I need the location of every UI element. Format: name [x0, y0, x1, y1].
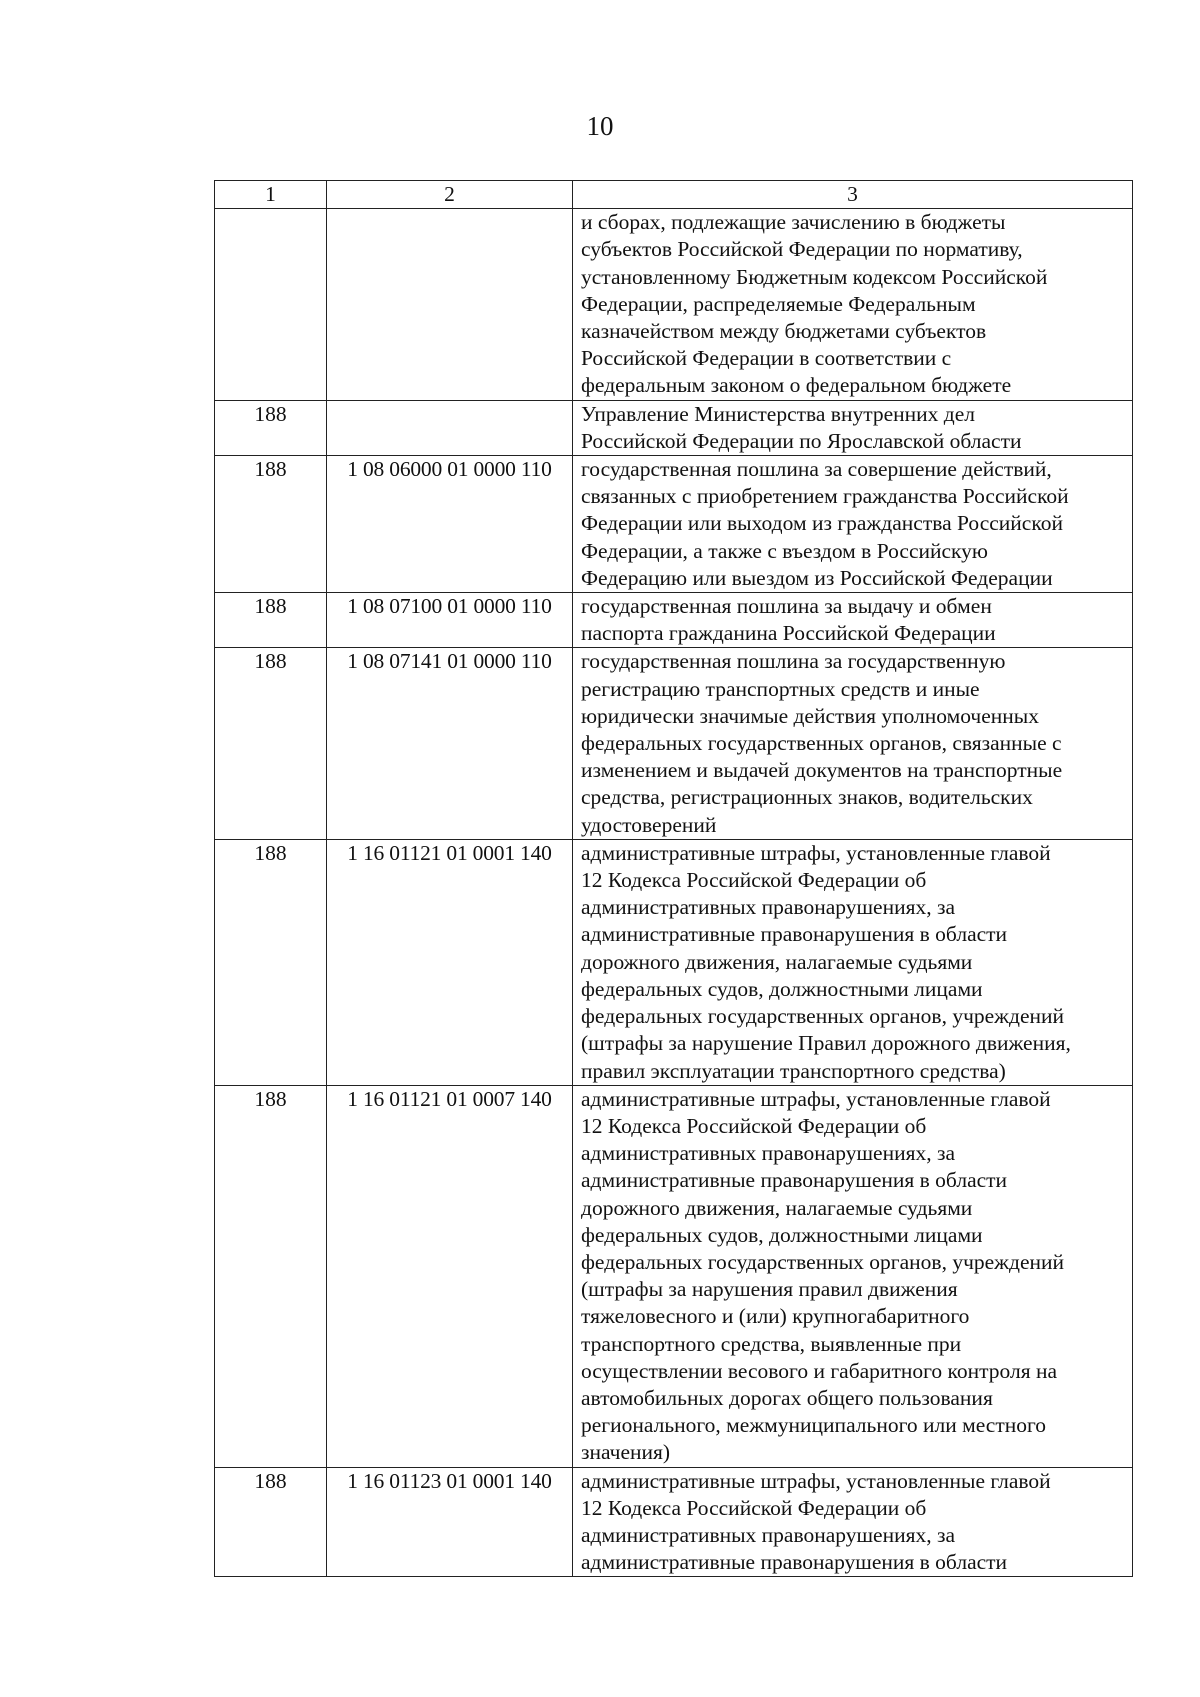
description-line: установленному Бюджетным кодексом Российской [581, 264, 1048, 289]
table-row [215, 456, 1133, 593]
description-line: 12 Кодекса Российской Федерации об [581, 868, 927, 893]
description-line: федеральных государственных органов, связанные с [581, 731, 1062, 756]
admin-code-cell: 188 [215, 1085, 327, 1467]
description-line: Российской Федерации в соответствии с [581, 346, 952, 371]
description-line: юридически значимые действия уполномоченных [581, 703, 1039, 728]
table-row [215, 1467, 1133, 1577]
description-line: административных правонарушениях, за [581, 1522, 956, 1547]
description-line: дорожного движения, налагаемые судьями [581, 949, 973, 974]
description-line: правил эксплуатации транспортного средства) [581, 1058, 1006, 1083]
description-line: административные правонарушения в области [581, 922, 1008, 947]
description-line: осуществлении весового и габаритного контроля на [581, 1358, 1058, 1383]
description-line: средства, регистрационных знаков, водительских [581, 785, 1033, 810]
revenue-code-cell: 1 16 01123 01 0001 140 [327, 1467, 573, 1577]
description-line: 12 Кодекса Российской Федерации об [581, 1113, 927, 1138]
description-line: (штрафы за нарушение Правил дорожного движения, [581, 1031, 1071, 1056]
description-line: административные правонарушения в области [581, 1550, 1008, 1575]
description-line: регистрацию транспортных средств и иные [581, 676, 980, 701]
description-line: федеральных государственных органов, учреждений [581, 1249, 1065, 1274]
description-line: административные штрафы, установленные главой [581, 840, 1051, 865]
description-line: государственная пошлина за выдачу и обмен [581, 594, 992, 619]
column-header-2: 2 [327, 181, 573, 209]
description-line: значения) [581, 1440, 671, 1465]
table-row [215, 1085, 1133, 1467]
description-line: дорожного движения, налагаемые судьями [581, 1195, 973, 1220]
description-line: Управление Министерства внутренних дел [581, 401, 976, 426]
description-cell [573, 593, 1133, 648]
table-header-row [215, 181, 1133, 209]
admin-code-cell: 188 [215, 839, 327, 1085]
table-row [215, 400, 1133, 455]
revenue-codes-table [214, 180, 1133, 1577]
table-row [215, 593, 1133, 648]
column-header-3: 3 [573, 181, 1133, 209]
table-row [215, 839, 1133, 1085]
admin-code-cell: 188 [215, 456, 327, 593]
description-line: Российской Федерации по Ярославской области [581, 428, 1022, 453]
admin-code-cell: 188 [215, 400, 327, 455]
description-line: изменением и выдачей документов на транспортные [581, 758, 1063, 783]
revenue-code-cell: 1 16 01121 01 0001 140 [327, 839, 573, 1085]
description-line: и сборах, подлежащие зачислению в бюджеты [581, 210, 1006, 235]
table-body [215, 209, 1133, 1577]
revenue-code-cell: 1 16 01121 01 0007 140 [327, 1085, 573, 1467]
description-line: федеральным законом о федеральном бюджете [581, 373, 1012, 398]
table-row [215, 648, 1133, 839]
admin-code-cell: 188 [215, 1467, 327, 1577]
description-line: административные штрафы, установленные главой [581, 1086, 1051, 1111]
description-line: федеральных судов, должностными лицами [581, 1222, 983, 1247]
description-line: (штрафы за нарушения правил движения [581, 1277, 958, 1302]
description-line: федеральных судов, должностными лицами [581, 976, 983, 1001]
description-line: паспорта гражданина Российской Федерации [581, 621, 996, 646]
description-line: административные штрафы, установленные главой [581, 1468, 1051, 1493]
description-cell [573, 1085, 1133, 1467]
description-cell [573, 400, 1133, 455]
description-line: автомобильных дорогах общего пользования [581, 1385, 993, 1410]
revenue-code-cell: 1 08 07100 01 0000 110 [327, 593, 573, 648]
admin-code-cell: 188 [215, 593, 327, 648]
description-line: регионального, межмуниципального или местного [581, 1413, 1047, 1438]
description-line: государственная пошлина за совершение действий, [581, 457, 1052, 482]
description-line: административных правонарушениях, за [581, 1141, 956, 1166]
description-line: федеральных государственных органов, учреждений [581, 1004, 1065, 1029]
description-line: тяжеловесного и (или) крупногабаритного [581, 1304, 970, 1329]
revenue-code-cell [327, 400, 573, 455]
description-line: удостоверений [581, 812, 717, 837]
revenue-code-cell [327, 209, 573, 400]
table-row [215, 209, 1133, 400]
description-cell [573, 209, 1133, 400]
revenue-code-cell: 1 08 06000 01 0000 110 [327, 456, 573, 593]
description-line: казначейством между бюджетами субъектов [581, 319, 987, 344]
description-line: транспортного средства, выявленные при [581, 1331, 962, 1356]
description-line: 12 Кодекса Российской Федерации об [581, 1495, 927, 1520]
description-line: субъектов Российской Федерации по нормативу, [581, 237, 1023, 262]
description-line: административные правонарушения в области [581, 1168, 1008, 1193]
description-cell [573, 456, 1133, 593]
description-line: Федерации или выходом из гражданства Российской [581, 511, 1063, 536]
admin-code-cell [215, 209, 327, 400]
column-header-1: 1 [215, 181, 327, 209]
description-cell [573, 1467, 1133, 1577]
description-line: Федерацию или выездом из Российской Федерации [581, 565, 1053, 590]
description-cell [573, 648, 1133, 839]
description-line: связанных с приобретением гражданства Российской [581, 484, 1069, 509]
page-number: 10 [586, 111, 614, 141]
description-line: Федерации, а также с въездом в Российскую [581, 538, 988, 563]
description-cell [573, 839, 1133, 1085]
description-line: административных правонарушениях, за [581, 895, 956, 920]
admin-code-cell: 188 [215, 648, 327, 839]
description-line: Федерации, распределяемые Федеральным [581, 291, 976, 316]
description-line: государственная пошлина за государственную [581, 649, 1006, 674]
revenue-code-cell: 1 08 07141 01 0000 110 [327, 648, 573, 839]
